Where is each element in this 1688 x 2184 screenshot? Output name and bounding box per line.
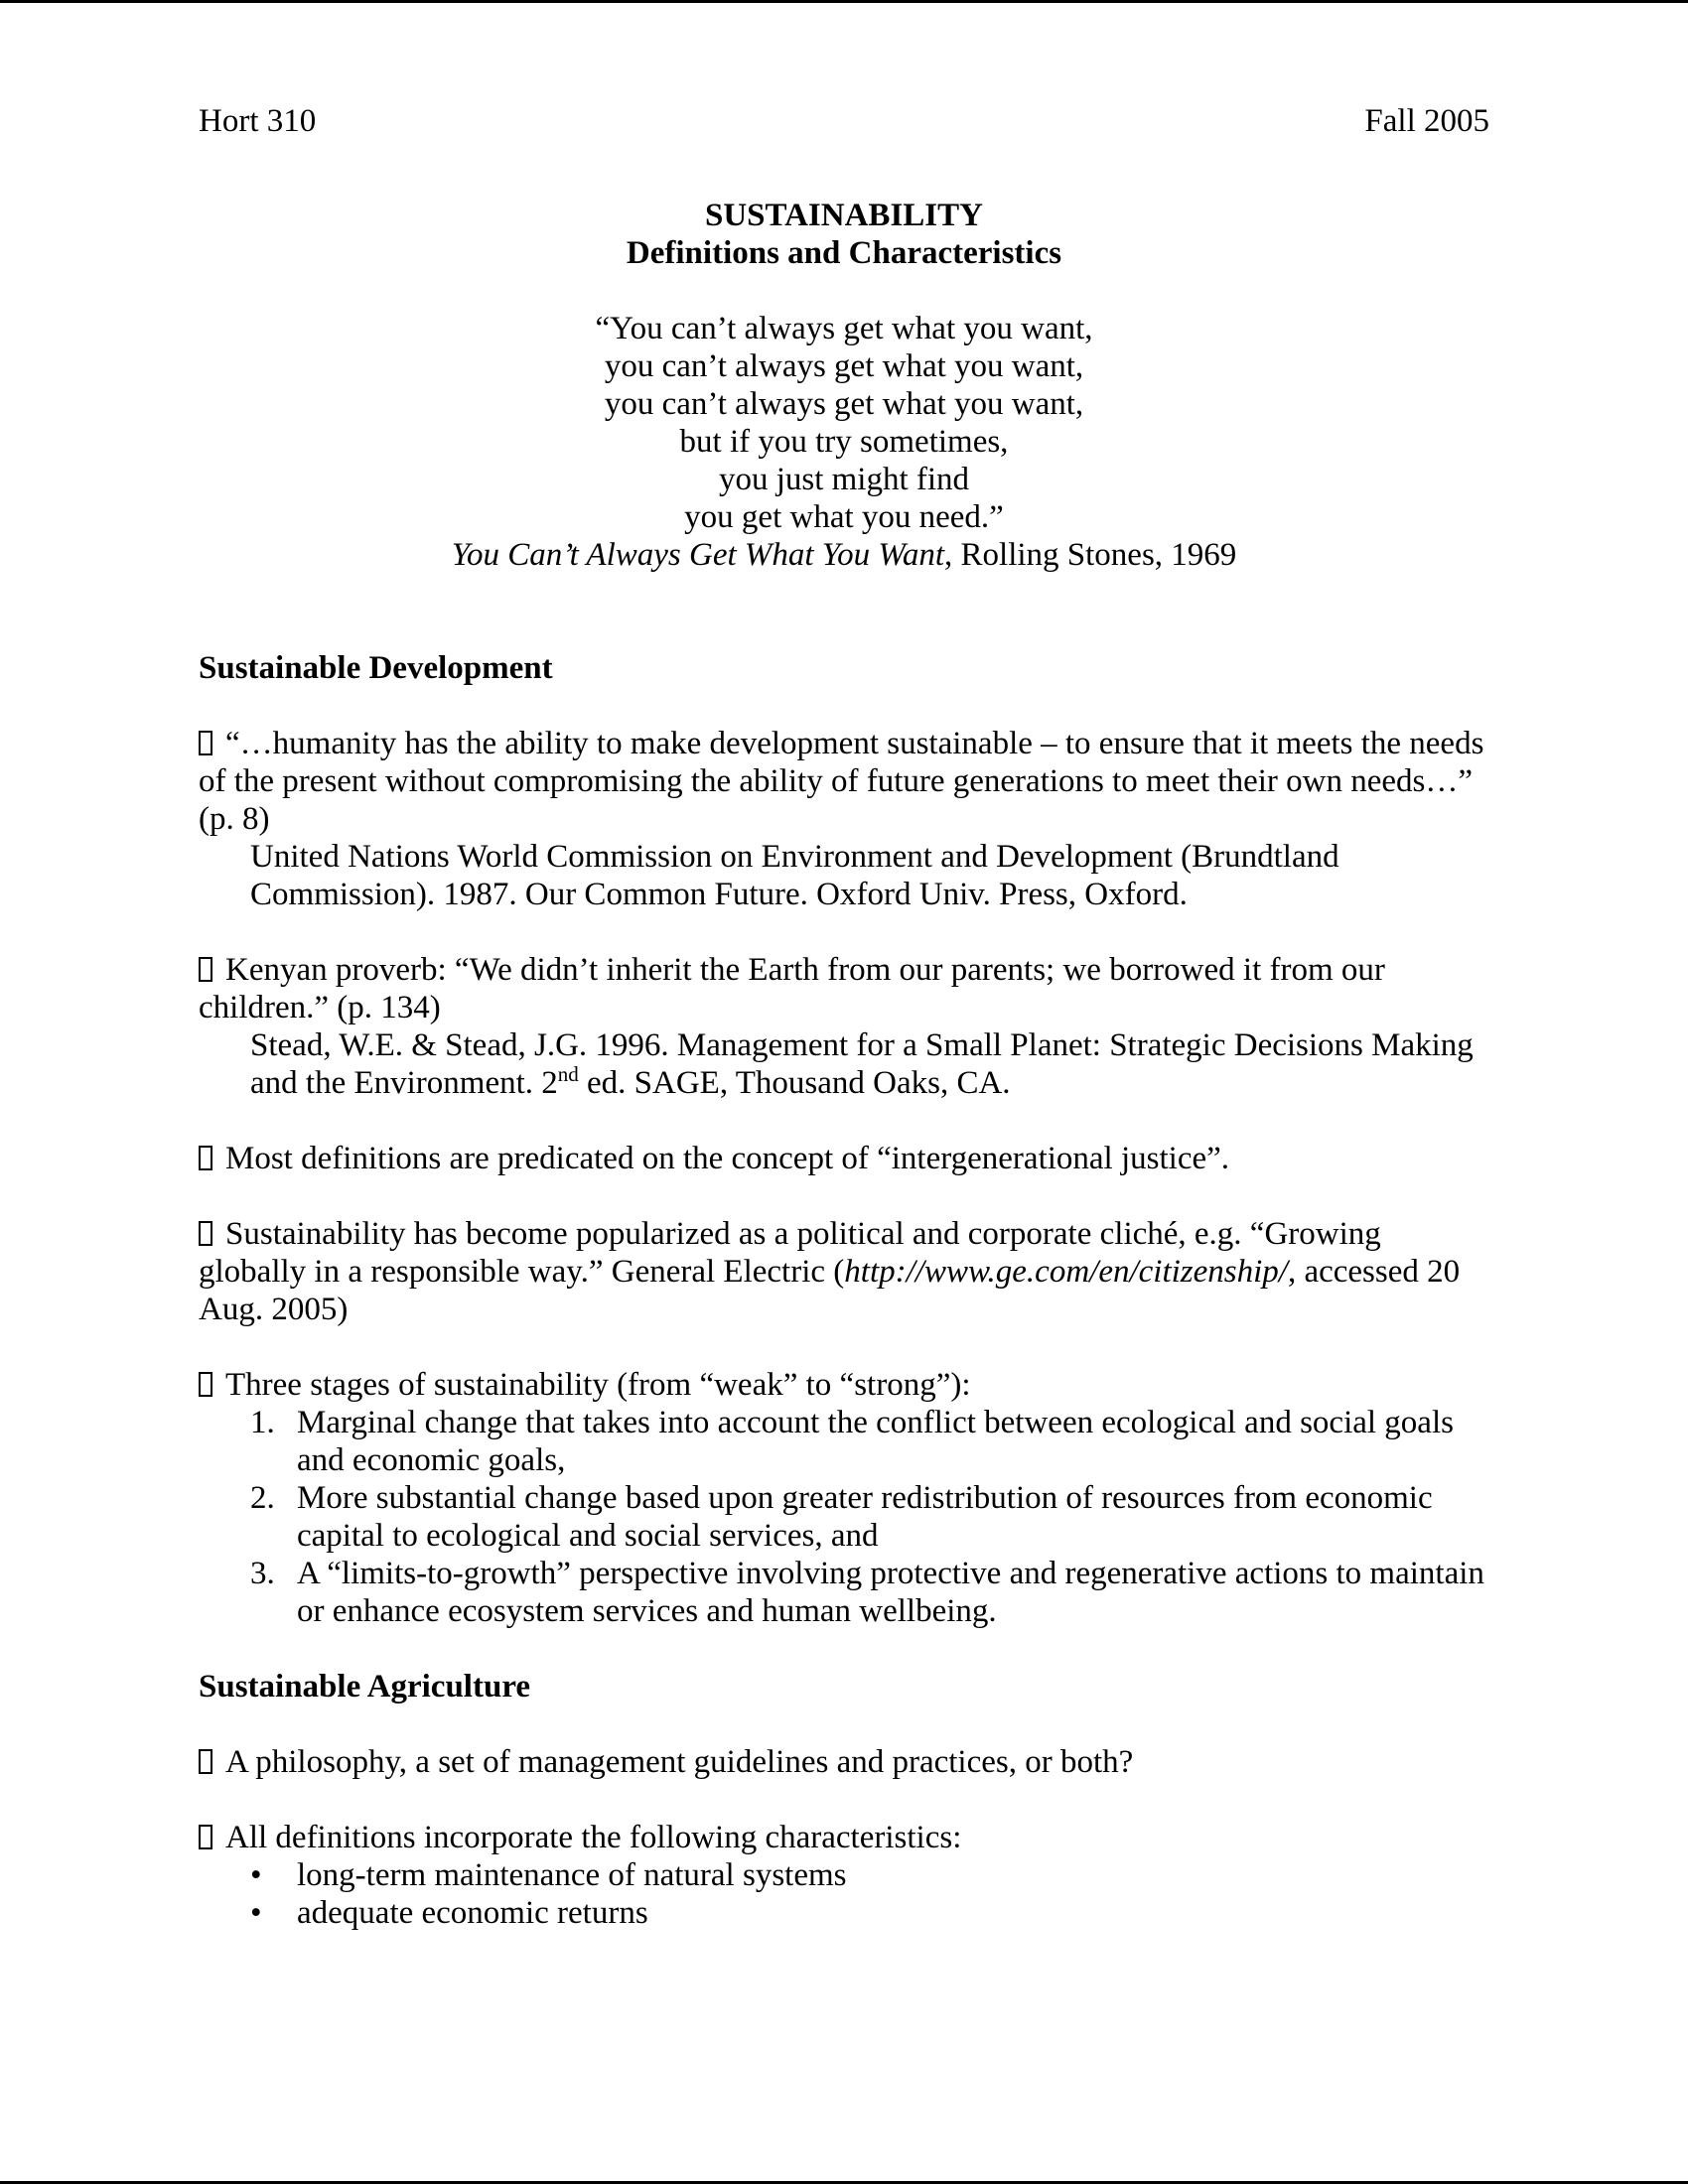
citation-stead [250, 1026, 1489, 1102]
list-item [250, 1404, 1489, 1479]
empty-box-icon [199, 1749, 212, 1774]
section-heading-sustainable-agriculture: Sustainable Agriculture [199, 1669, 531, 1705]
paragraph-brundtland [199, 725, 1489, 838]
paragraph-characteristics [199, 1819, 1489, 1856]
paragraph-text: A philosophy, a set of management guidelines and practices, or both? [225, 1744, 1134, 1780]
paragraph-text: “…humanity has the ability to make development sustainable – to ensure that it meets the needs of the present without compromising the ability of future generations to meet their own needs…” (p. 8) [199, 726, 1484, 837]
list-number: 1. [250, 1405, 275, 1440]
bullet-icon: • [250, 1895, 262, 1931]
empty-box-icon [199, 957, 212, 982]
list-item [250, 1555, 1489, 1630]
paragraph-text: Sustainability has become popularized as a political and corporate cliché, e.g. “Growing globally in a responsible way.” General Electric ( [199, 1216, 1381, 1290]
bullet-list-characteristics [250, 1856, 1489, 1932]
list-item [250, 1894, 1489, 1932]
list-item-text: long-term maintenance of natural systems [297, 1857, 847, 1893]
course-code: Hort 310 [199, 103, 317, 139]
quote-line: you just might find [718, 462, 970, 497]
paragraph-group-three-stages [199, 1366, 1489, 1630]
citation-text-b: ed. SAGE, Thousand Oaks, CA. [578, 1065, 1011, 1101]
paragraph-text: All definitions incorporate the following characteristics: [225, 1820, 962, 1855]
empty-box-icon [199, 1146, 212, 1170]
song-title: You Can’t Always Get What You Want [451, 537, 945, 573]
ge-citizenship-url: http://www.ge.com/en/citizenship/ [844, 1254, 1288, 1290]
paragraph-kenyan-proverb [199, 951, 1489, 1026]
quote-line: you get what you need.” [684, 499, 1004, 535]
term-label: Fall 2005 [1364, 103, 1489, 139]
list-item-text: A “limits-to-growth” perspective involving protective and regenerative actions to maintain or enhance ecosystem services and human wellbeing. [297, 1556, 1484, 1629]
document-title [199, 197, 1489, 272]
list-item-text: adequate economic returns [297, 1895, 648, 1931]
attribution-rest: , Rolling Stones, 1969 [944, 537, 1237, 573]
citation-brundtland: United Nations World Commission on Environment and Development (Brundtland Commission). 1987. Our Common Future. Oxford Univ. Press, Oxford. [250, 839, 1339, 912]
quote-line: “You can’t always get what you want, [595, 311, 1093, 346]
paragraph-text: Kenyan proverb: “We didn’t inherit the Earth from our parents; we borrowed it from our children.” (p. 134) [199, 952, 1385, 1025]
paragraph-group-brundtland [199, 725, 1489, 913]
empty-box-icon [199, 1825, 212, 1849]
paragraph-group-kenyan-proverb [199, 951, 1489, 1102]
paragraph-group-characteristics [199, 1819, 1489, 1932]
paragraph-intergenerational-justice [199, 1140, 1489, 1177]
numbered-list-stages [250, 1404, 1489, 1630]
paragraph-corporate-cliche [199, 1215, 1489, 1328]
title-line-2: Definitions and Characteristics [626, 235, 1062, 271]
list-item [250, 1479, 1489, 1555]
paragraph-text: , accessed 20 Aug. 2005) [199, 1254, 1461, 1327]
ordinal-superscript: nd [557, 1062, 579, 1086]
quote-line: but if you try sometimes, [679, 424, 1009, 460]
empty-box-icon [199, 731, 212, 755]
paragraph-text: Three stages of sustainability (from “weak” to “strong”): [225, 1367, 971, 1403]
bullet-icon: • [250, 1857, 262, 1893]
title-line-1: SUSTAINABILITY [705, 198, 983, 233]
list-item [250, 1856, 1489, 1894]
list-number: 3. [250, 1556, 275, 1591]
paragraph-philosophy [199, 1743, 1489, 1781]
paragraph-three-stages [199, 1366, 1489, 1404]
quote-attribution [199, 536, 1489, 574]
epigraph-quote [199, 310, 1489, 574]
list-item-text: Marginal change that takes into account the conflict between ecological and social goals and economic goals, [297, 1405, 1454, 1478]
paragraph-text: Most definitions are predicated on the concept of “intergenerational justice”. [225, 1141, 1230, 1176]
citation-text-a: Stead, W.E. & Stead, J.G. 1996. Management for a Small Planet: Strategic Decisions Making and the Environment. 2 [250, 1027, 1474, 1101]
quote-line: you can’t always get what you want, [604, 386, 1084, 422]
list-number: 2. [250, 1480, 275, 1516]
list-item-text: More substantial change based upon greater redistribution of resources from economic capital to ecological and social services, and [297, 1480, 1433, 1554]
quote-line: you can’t always get what you want, [604, 348, 1084, 384]
empty-box-icon [199, 1372, 212, 1397]
page-header [199, 102, 1489, 140]
section-heading-sustainable-development: Sustainable Development [199, 650, 553, 686]
empty-box-icon [199, 1221, 212, 1246]
